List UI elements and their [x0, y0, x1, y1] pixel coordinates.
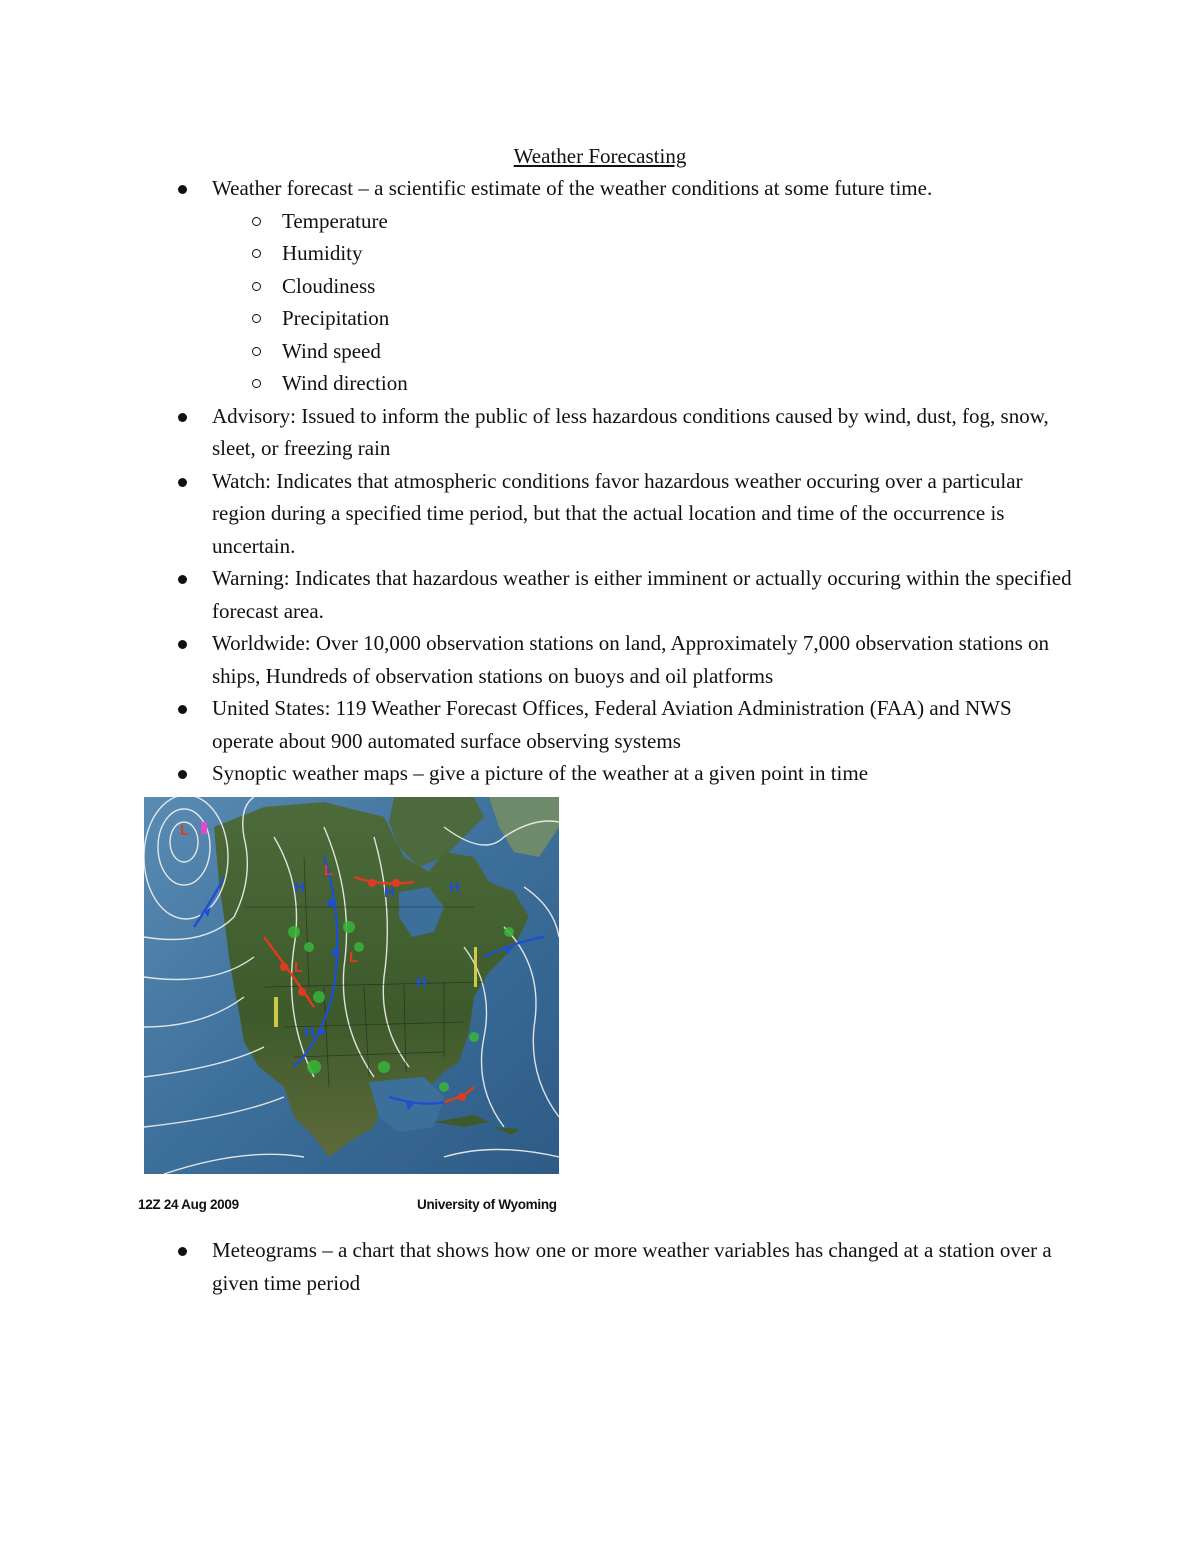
sub-list-item: Temperature — [282, 205, 1072, 238]
list-item: United States: 119 Weather Forecast Offices, Federal Aviation Administration (FAA) and NWS operate about 900 automated surface observing systems — [212, 692, 1072, 757]
list-item — [212, 172, 1072, 400]
map-caption-date: 12Z 24 Aug 2009 — [138, 1197, 239, 1212]
page-title: Weather Forecasting — [513, 144, 687, 168]
svg-text:H: H — [416, 974, 427, 991]
svg-text:L: L — [294, 959, 304, 976]
svg-text:H: H — [294, 879, 305, 896]
list-item: Warning: Indicates that hazardous weather is either imminent or actually occuring within the specified forecast area. — [212, 562, 1072, 627]
synoptic-weather-map — [144, 797, 559, 1174]
svg-text:H: H — [384, 884, 395, 901]
svg-text:H: H — [304, 1024, 315, 1041]
map-caption-source: University of Wyoming — [417, 1197, 557, 1212]
sub-list-item: Humidity — [282, 237, 1072, 270]
bullet-text: Weather forecast – a scientific estimate of the weather conditions at some future time. — [212, 176, 933, 200]
sub-bullet-list — [212, 205, 1072, 400]
sub-list-item: Cloudiness — [282, 270, 1072, 303]
list-item: Meteograms – a chart that shows how one or more weather variables has changed at a station over a given time period — [212, 1234, 1072, 1299]
list-item: Advisory: Issued to inform the public of less hazardous conditions caused by wind, dust, fog, snow, sleet, or freezing rain — [212, 400, 1072, 465]
svg-text:H: H — [449, 879, 460, 896]
sub-list-item: Wind direction — [282, 367, 1072, 400]
list-item: Watch: Indicates that atmospheric conditions favor hazardous weather occuring over a particular region during a specified time period, but that the actual location and time of the occurrence is uncertain. — [212, 465, 1072, 563]
bullet-list-continued — [212, 1234, 1072, 1299]
list-item: Synoptic weather maps – give a picture of the weather at a given point in time — [212, 757, 1072, 790]
synoptic-map-image — [144, 797, 559, 1174]
svg-text:L: L — [180, 822, 190, 839]
svg-text:L: L — [349, 949, 359, 966]
list-item: Worldwide: Over 10,000 observation stations on land, Approximately 7,000 observation stations on ships, Hundreds of observation stations on buoys and oil platforms — [212, 627, 1072, 692]
sub-list-item: Wind speed — [282, 335, 1072, 368]
svg-text:L: L — [324, 862, 334, 879]
bullet-list — [212, 172, 1072, 790]
sub-list-item: Precipitation — [282, 302, 1072, 335]
